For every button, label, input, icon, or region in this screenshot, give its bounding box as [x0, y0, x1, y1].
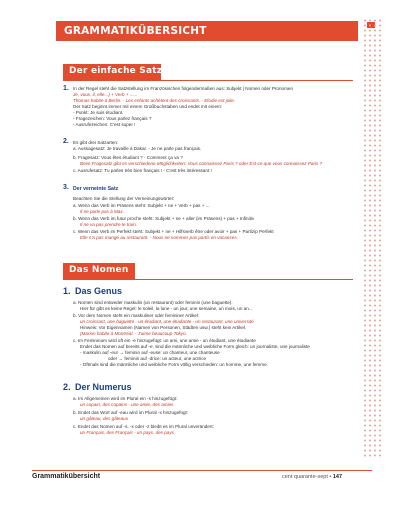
item-number: 3.: [63, 184, 69, 191]
text-line: a. Im Allgemeinen wird im Plural ein -s hinzugefügt:: [73, 396, 178, 401]
text-line: b. Endet das Wort auf -eau wird im Plural -x hinzugefügt:: [73, 410, 189, 415]
subheading: Der Numerus: [75, 382, 132, 392]
text-line: b. Wenn das Verb im futur proche steht: Subjekt + ne + aller (im Präsens) + pas + Infinitiv: [73, 216, 255, 221]
text-line: c. Im Femininum wird oft ein -e hinzugefügt: un ami, une amie - un étudiant, une étudiante: [73, 338, 256, 343]
example-line: un gâteau, des gâteaux: [80, 416, 129, 421]
margin-dots: [379, 18, 381, 458]
text-line: c. Endet das Nomen auf -s, -x oder -z bleibt es im Plural unverändert:: [73, 424, 214, 429]
example-line: Beim Fragesatz gibt es verschiedene Möglichkeiten: Vous connaissez Paris ? oder Est-ce que vous connaissez Paris ?: [80, 161, 323, 166]
text-line: Hinweis: Vor Eigennamen (Namen von Personen, Städten usw.) steht kein Artikel.: [80, 325, 247, 330]
example-line: Thomas habite à Berlin. - Les enfants achètent des croissants. - Elodie est jolie.: [73, 98, 236, 103]
text-line: Es gibt drei Satzarten:: [73, 140, 119, 145]
top-margin: [0, 0, 403, 18]
text-line: oder → feminin auf -drice: un acteur, une actrice: [108, 356, 207, 361]
example-line: Elle n'a pas mangé au restaurant. - Nous ne sommes pas partis en vacances.: [80, 235, 238, 240]
footer-title: Grammatikübersicht: [32, 473, 101, 480]
text-line: In der Regel steht die Satzstellung im Französischen folgendermaßen aus: Subjekt | Nomen oder Pronomen: [73, 86, 294, 91]
margin-dots: [369, 18, 371, 458]
item-number: 2.: [63, 138, 69, 145]
section-heading-satz: [63, 64, 161, 80]
example-line: Je, vous, il, elle...) + Verb + ......: [73, 92, 138, 97]
text-line: a. Nomen sind entweder maskulin (un restaurant) oder feminin (une baguette).: [73, 300, 233, 305]
text-line: b. Fragesatz: Vous êtes étudiant ? - Comment ça va ?: [73, 155, 183, 160]
item-number: 2.: [63, 382, 71, 392]
margin-dots: [374, 18, 376, 458]
section-title: Das Nomen: [69, 265, 129, 275]
section-title: Der einfache Satz: [69, 66, 163, 76]
text-line: a. Wenn das Verb im Präsens steht: Subjekt + ne + Verb + pas + ...: [73, 203, 210, 208]
page-title: GRAMMATIKÜBERSICHT: [64, 25, 207, 37]
section-heading-nomen: [63, 263, 135, 279]
text-line: - Punkt: Je suis étudiant.: [73, 110, 124, 115]
example-line: Il ne parle pas à Max.: [80, 209, 124, 214]
example-line: un Français, des Français - un pays, des pays: [80, 430, 174, 435]
subheading: Das Genus: [75, 286, 123, 296]
margin-dots: [364, 18, 366, 458]
example-line: un croissant, une baguette - un étudiant, une étudiante - un restaurant, une université: [80, 319, 254, 324]
item-number: 1.: [63, 85, 69, 92]
text-line: c. Ausrufesatz: Tu parles très bien français ! - C'est très intéressant !: [73, 168, 212, 173]
text-line: Endet das Nomen auf bereits auf -e, sind die männliche und weibliche Form gleich: un journaliste, une journaliste: [80, 344, 310, 349]
page-number-words: cent quarante-sept: [282, 474, 328, 480]
text-line: a. Aussagesatz: Je travaille à Dakar. - Je ne parle pas français.: [73, 146, 202, 151]
item-number: 1.: [63, 286, 71, 296]
example-line: Il ne va pas prendre le train.: [80, 222, 137, 227]
text-line: - Fragezeichen: Vous parlez français ?: [73, 116, 152, 121]
text-line: - maskulin auf -eur → feminin auf -euse: un chanteur, une chanteuse: [80, 350, 220, 355]
example-line: un copain, des copains - une amie, des amies: [80, 402, 174, 407]
text-line: b. Vor dem Nomen steht ein maskuliner oder femininer Artikel:: [73, 313, 200, 318]
section-rule: [63, 279, 353, 280]
text-line: Beachten Sie die Stellung der Verneinungswörter:: [73, 196, 175, 201]
text-line: c. Wenn das Verb im Perfekt steht: Subjekt + ne + Hilfsverb être oder avoir + pas + Partizip Perfekt: [73, 229, 274, 234]
text-line: Hier für gibt es keine Regel: le soleil, la lune - un jour, une semaine, un mois, un an...: [80, 306, 253, 311]
page-header-bar: [56, 21, 358, 41]
example-line: (Marion habite à Montréal. - J'aime beaucoup Tokyo.: [80, 331, 187, 336]
text-line: - Oftmals sind die männliche und weibliche Form völlig verschieden: un homme, une femme.: [80, 362, 268, 367]
footer-rule: [32, 470, 372, 471]
subheading: Der verneinte Satz: [73, 186, 119, 192]
text-line: Der Satz beginnt immer mit einem Großbuchstaben und endet mit einem:: [73, 104, 223, 109]
page-number-digits: 147: [332, 474, 343, 480]
text-line: - Ausrufezeichen: C'est super !: [73, 122, 136, 127]
section-rule: [63, 80, 353, 81]
page-number: cent quarante-sept • 147: [282, 474, 343, 480]
